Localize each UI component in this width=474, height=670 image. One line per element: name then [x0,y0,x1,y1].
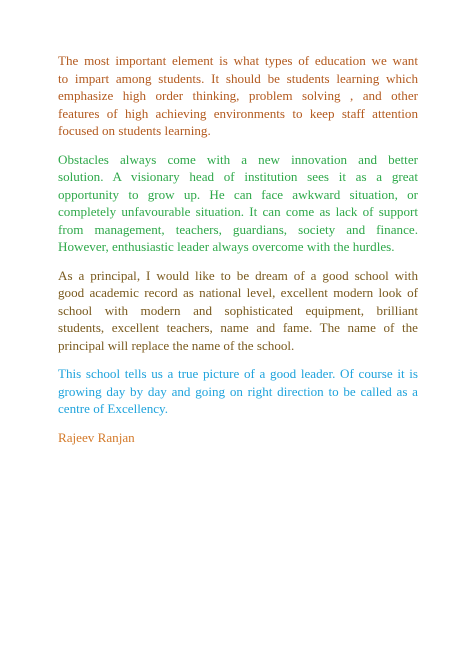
text-line: features of high achieving environments to keep staff attention [58,105,418,121]
text-line: to impart among students. It should be students learning which [58,70,418,86]
text-line: principal will replace the name of the school. [58,337,295,353]
text-line: centre of Excellency. [58,401,169,416]
text-line: Obstacles always come with a new innovation and better [58,151,418,167]
document-body [58,52,418,429]
text-line: focused on students learning. [58,123,211,138]
paragraph-principal [58,267,418,355]
text-line: emphasize high order thinking, problem solving , and other [58,88,418,103]
signature: Rajeev Ranjan [58,430,135,445]
text-line: good academic record as national level, excellent modern look of [58,285,418,300]
text-line: completely unfavourable situation. It can come as lack of support [58,204,418,219]
text-line: solution. A visionary head of institution sees it as a great [58,169,418,184]
text-line: This school tells us a true picture of a good leader. Of course it is [58,366,418,381]
text-line: students, excellent teachers, name and fame. The name of the [58,320,418,335]
paragraph-education [58,52,418,140]
paragraph-good-leader [58,365,418,418]
paragraph-obstacles [58,151,418,256]
text-line: school with modern and sophisticated equipment, brilliant [58,302,418,318]
text-line: The most important element is what types of education we want [58,53,418,68]
text-line: However, enthusiastic leader always overcome with the hurdles. [58,239,395,254]
text-line: opportunity to grow up. He can face awkward situation, or [58,186,418,202]
text-line: growing day by day and going on right direction to be called as a [58,383,418,399]
text-line: from management, teachers, guardians, society and finance. [58,221,418,237]
text-line: As a principal, I would like to be dream of a good school with [58,267,418,283]
